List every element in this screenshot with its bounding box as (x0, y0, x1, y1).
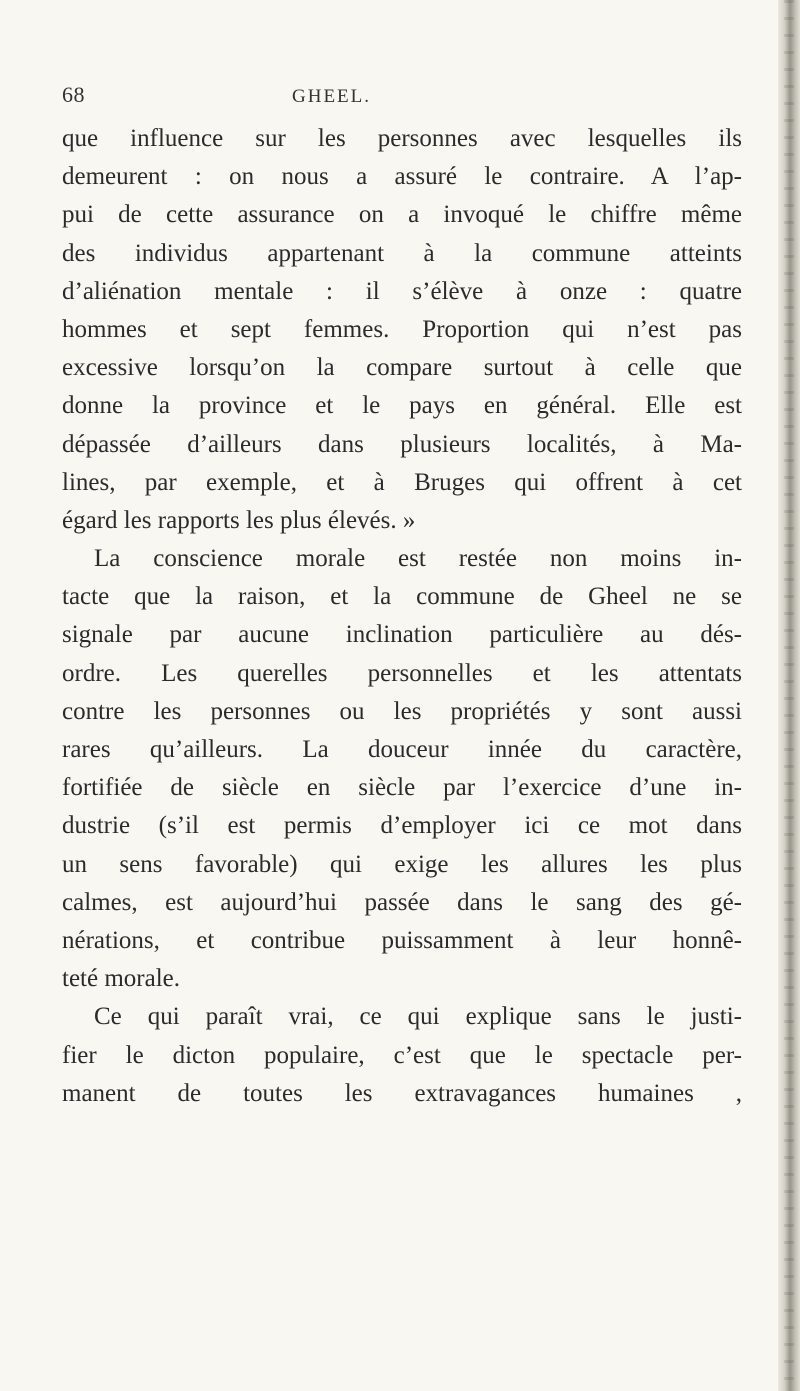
text-line: Ce qui paraît vrai, ce qui explique sans le justi- (94, 1003, 742, 1031)
text-line: un sens favorable) qui exige les allures les plus (62, 850, 742, 878)
text-line: dustrie (s’il est permis d’employer ici ce mot dans (62, 812, 742, 840)
text-line: rares qu’ailleurs. La douceur innée du caractère, (62, 736, 742, 763)
running-header (62, 82, 702, 112)
text-line: d’aliénation mentale : il s’élève à onze : quatre (62, 277, 742, 305)
running-title: GHEEL. (292, 86, 372, 107)
text-line: excessive lorsqu’on la compare surtout à celle que (62, 354, 742, 382)
text-line: que influence sur les personnes avec lesquelles ils (62, 125, 742, 152)
text-line: ordre. Les querelles personnelles et les attentats (62, 659, 742, 687)
text-line: égard les rapports les plus élevés. » (62, 506, 416, 534)
text-line: teté morale. (62, 965, 180, 993)
text-line: calmes, est aujourd’hui passée dans le sang des gé- (62, 888, 742, 916)
text-line: dépassée d’ailleurs dans plusieurs localités, à Ma- (62, 430, 742, 458)
text-line: tacte que la raison, et la commune de Gheel ne se (62, 583, 742, 611)
text-line: fortifiée de siècle en siècle par l’exercice d’une in- (62, 774, 742, 802)
text-line: hommes et sept femmes. Proportion qui n’est pas (62, 315, 742, 343)
text-line: des individus appartenant à la commune atteints (62, 239, 742, 267)
body-text (62, 120, 742, 1113)
text-line: pui de cette assurance on a invoqué le chiffre même (62, 201, 742, 229)
text-line: manent de toutes les extravagances humaines , (62, 1079, 742, 1107)
text-line: La conscience morale est restée non moins in- (94, 545, 742, 573)
text-line: donne la province et le pays en général. Elle est (62, 392, 742, 420)
text-line: contre les personnes ou les propriétés y sont aussi (62, 697, 742, 725)
text-line: demeurent : on nous a assuré le contraire. A l’ap- (62, 163, 742, 191)
text-line: lines, par exemple, et à Bruges qui offrent à cet (62, 468, 742, 496)
page-number: 68 (62, 82, 85, 107)
text-line: nérations, et contribue puissamment à leur honnê- (62, 926, 742, 954)
page-edge-texture (784, 0, 794, 1391)
text-line: signale par aucune inclination particulière au dés- (62, 621, 742, 649)
text-line: fier le dicton populaire, c’est que le spectacle per- (62, 1041, 742, 1069)
